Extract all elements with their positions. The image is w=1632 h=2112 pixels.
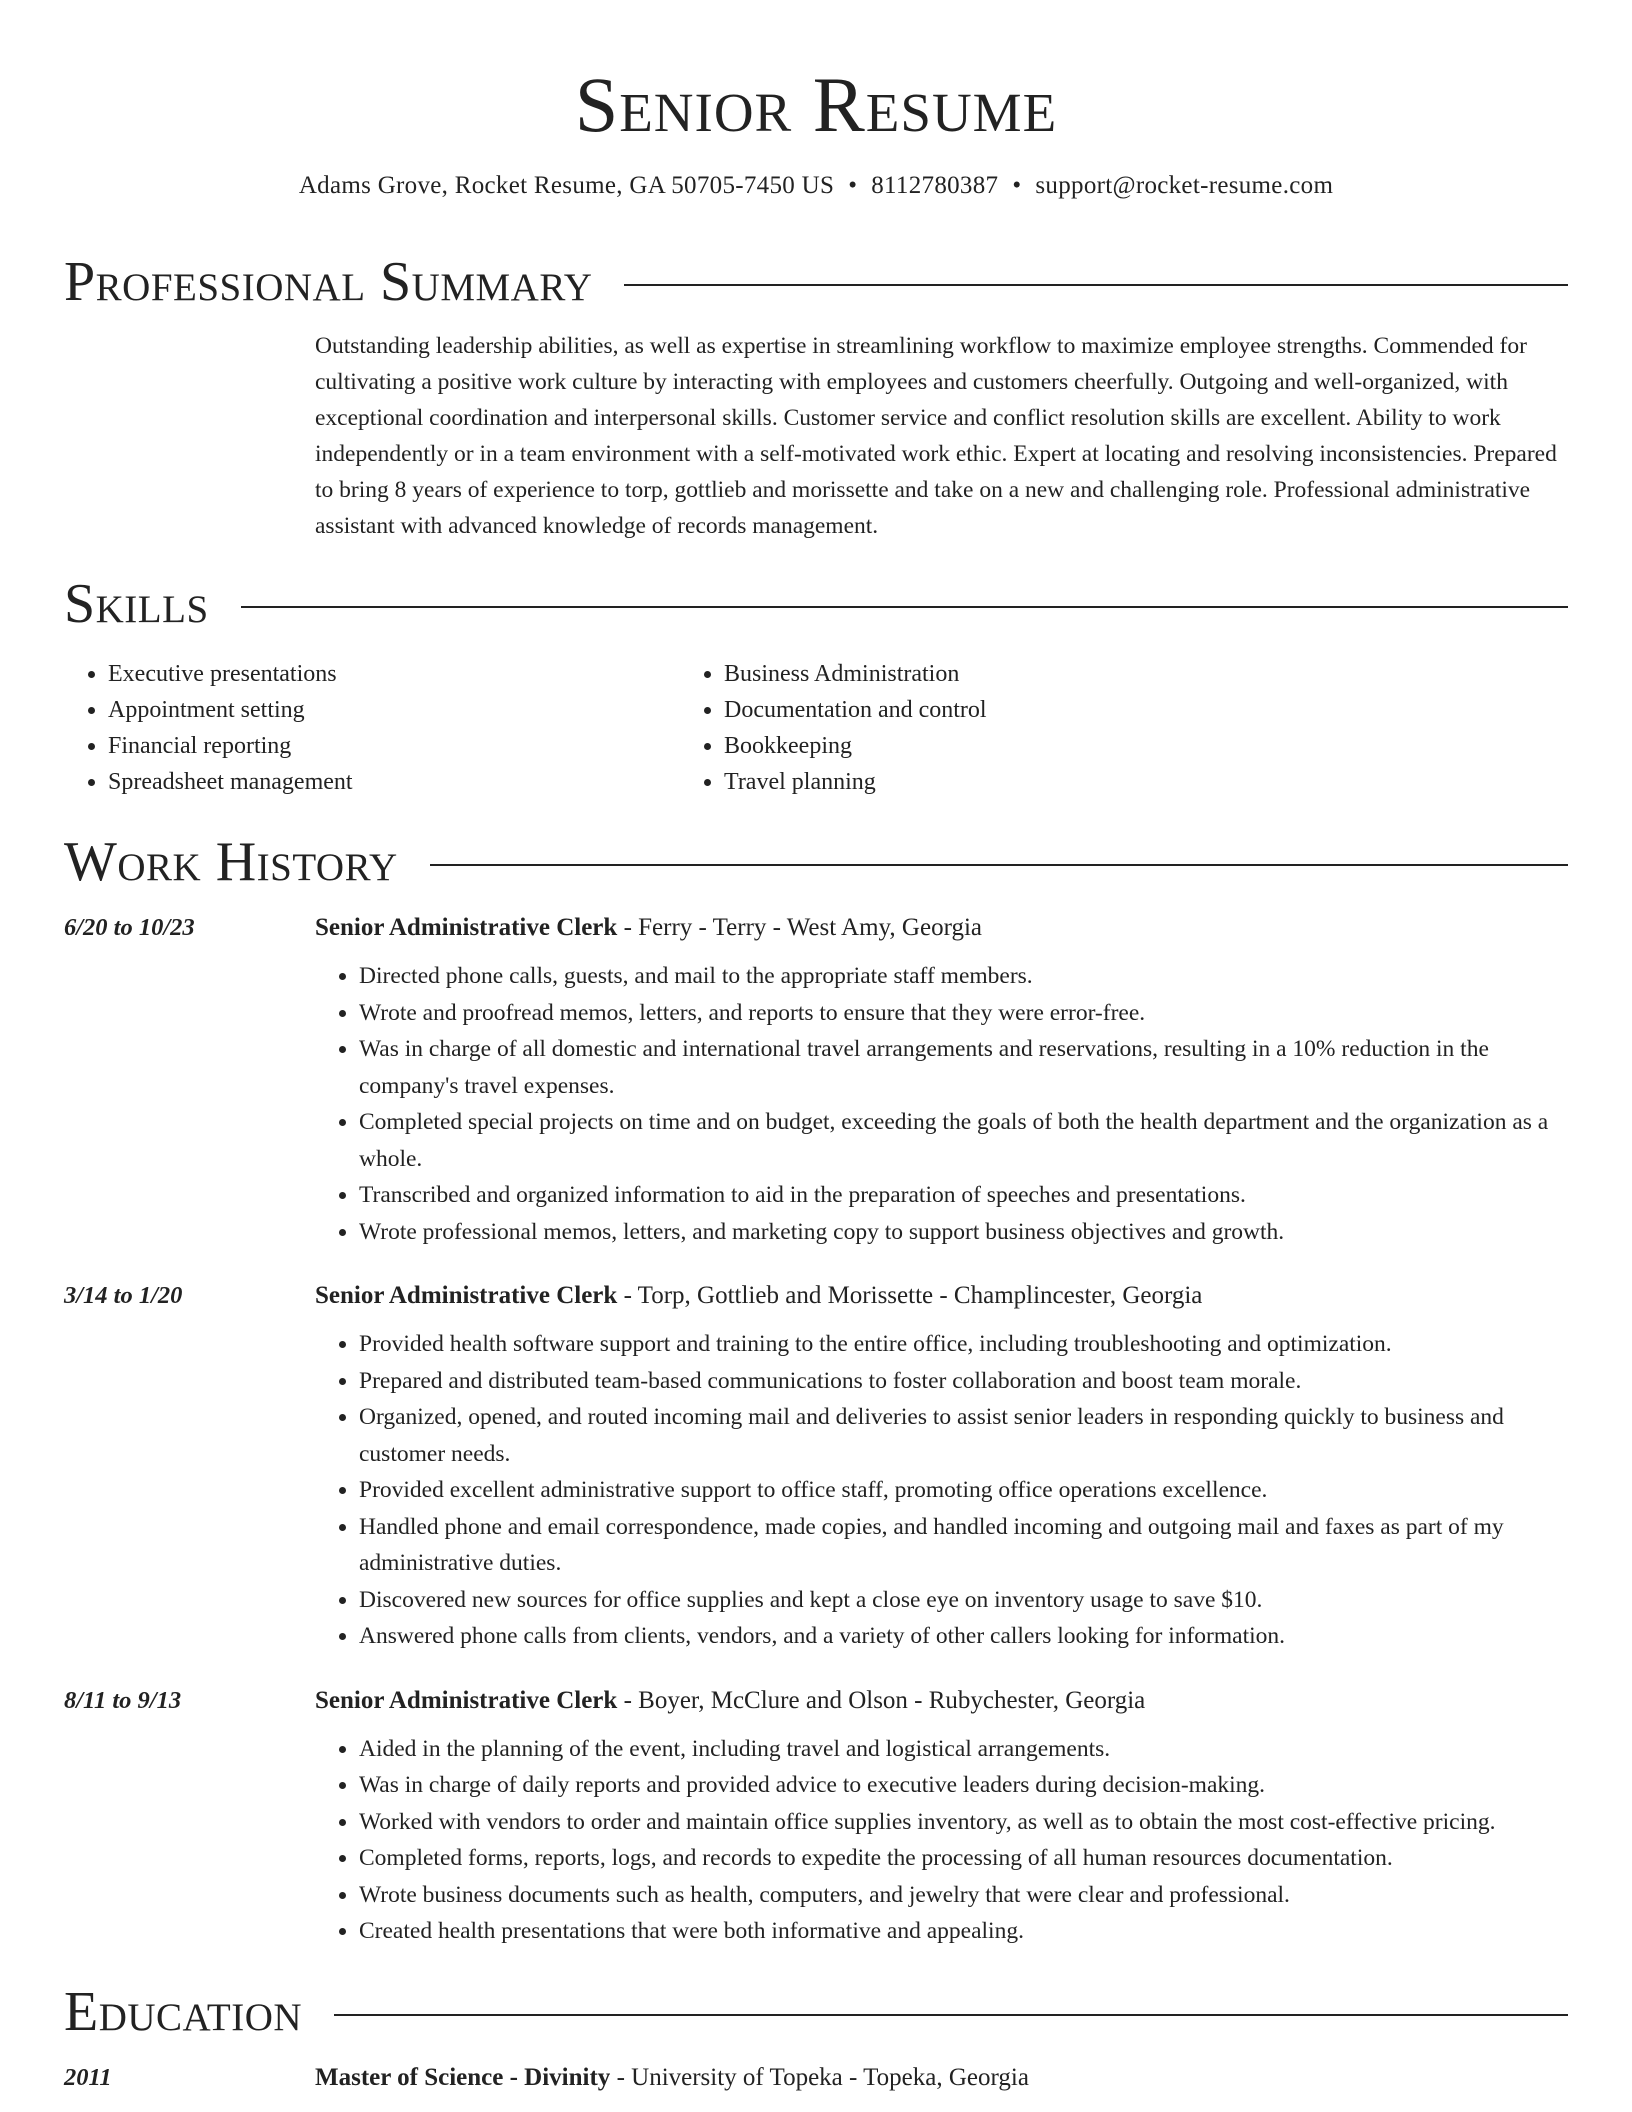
job-company: - Boyer, McClure and Olson - Rubychester, Georgia [617,1686,1146,1714]
contact-separator: • [1012,172,1022,199]
skills-list-right [680,656,1296,800]
education-school: - University of Topeka - Topeka, Georgia [610,2063,1029,2091]
job-dates: 6/20 to 10/23 [64,914,195,941]
job-bullet: • Transcribed and organized information to aid in the preparation of speeches and presentations. [359,1177,1568,1214]
contact-phone: 8112780387 [871,172,999,199]
job-bullets [315,958,1568,1250]
skill-item: • Business Administration [724,656,1296,692]
job-company: - Ferry - Terry - West Amy, Georgia [617,914,982,941]
education-dates: 2011 [64,2063,112,2091]
job-company: - Torp, Gottlieb and Morissette - Champlincester, Georgia [617,1282,1203,1309]
job-bullet: • Wrote and proofread memos, letters, and reports to ensure that they were error-free. [359,995,1568,1032]
summary-heading: Professional Summary [64,251,593,313]
job-bullet: • Created health presentations that were both informative and appealing. [359,1913,1568,1950]
skills-list-left [64,656,680,800]
job-entry [64,1685,1568,1950]
education-title-line [315,2062,1568,2094]
job-entry [64,1280,1568,1655]
skills-columns [64,656,1568,800]
education-heading-row [64,1980,1568,2044]
skill-item: • Appointment setting [108,692,680,728]
job-bullet: • Wrote professional memos, letters, and marketing copy to support business objectives and growth. [359,1214,1568,1251]
section-divider [624,284,1568,286]
work-history-section [64,830,1568,1950]
skill-item: • Financial reporting [108,728,680,764]
job-bullet: • Provided excellent administrative support to office staff, promoting office operations excellence. [359,1472,1568,1509]
education-degree: Master of Science - Divinity [315,2063,611,2091]
job-bullet: • Prepared and distributed team-based communications to foster collaboration and boost team morale. [359,1363,1568,1400]
contact-email: support@rocket-resume.com [1035,172,1334,199]
skill-item: • Bookkeeping [724,728,1296,764]
skill-item: • Travel planning [724,764,1296,800]
job-bullet: • Worked with vendors to order and maintain office supplies inventory, as well as to obtain the most cost-effective pricing. [359,1804,1568,1841]
summary-section [64,250,1568,544]
summary-text: Outstanding leadership abilities, as well as expertise in streamlining workflow to maximize employee strengths. Commended for cultivating a positive work culture by interacting with employees and customers cheerfully. Outgoing and well-organized, with exceptional coordination and interpersonal skills. Customer service and conflict resolution skills are excellent. Ability to work independently or in a team environment with a self-motivated work ethic. Expert at locating and resolving inconsistencies. Prepared to bring 8 years of experience to torp, gottlieb and morissette and take on a new and challenging role. Professional administrative assistant with advanced knowledge of records management. [315,333,1557,539]
job-bullets [315,1731,1568,1950]
job-bullet: • Handled phone and email correspondence, made copies, and handled incoming and outgoing mail and faxes as part of my administrative duties. [359,1509,1568,1582]
job-bullet: • Directed phone calls, guests, and mail to the appropriate staff members. [359,958,1568,995]
job-dates: 3/14 to 1/20 [64,1282,183,1309]
job-bullet: • Organized, opened, and routed incoming mail and deliveries to assist senior leaders in responding quickly to business and customer needs. [359,1399,1568,1472]
job-title-line [315,1685,1568,1717]
section-divider [430,864,1568,866]
summary-heading-row [64,250,1568,314]
skills-heading-row [64,572,1568,636]
section-divider [241,606,1568,608]
job-bullet: • Aided in the planning of the event, including travel and logistical arrangements. [359,1731,1568,1768]
resume-name: Senior Resume [574,61,1058,148]
work-heading-row [64,830,1568,894]
work-heading: Work History [64,831,398,893]
education-section [64,1980,1568,2094]
contact-address: Adams Grove, Rocket Resume, GA 50705-7450 US [298,172,835,199]
skill-item: • Executive presentations [108,656,680,692]
skill-item: • Documentation and control [724,692,1296,728]
job-bullet: • Completed special projects on time and on budget, exceeding the goals of both the health department and the organization as a whole. [359,1104,1568,1177]
job-title-line [315,912,1568,944]
contact-separator: • [848,172,858,199]
skills-section [64,572,1568,800]
job-bullets [315,1326,1568,1655]
job-bullet: • Was in charge of all domestic and international travel arrangements and reservations, resulting in a 10% reduction in the company's travel expenses. [359,1031,1568,1104]
skill-item: • Spreadsheet management [108,764,680,800]
job-bullet: • Answered phone calls from clients, vendors, and a variety of other callers looking for information. [359,1618,1568,1655]
job-bullet: • Discovered new sources for office supplies and kept a close eye on inventory usage to save $10. [359,1582,1568,1619]
job-title: Senior Administrative Clerk [315,1282,618,1309]
job-title: Senior Administrative Clerk [315,1686,618,1714]
job-dates: 8/11 to 9/13 [64,1686,182,1714]
job-bullet: • Was in charge of daily reports and provided advice to executive leaders during decision-making. [359,1767,1568,1804]
education-entry [64,2062,1568,2094]
job-bullet: • Provided health software support and training to the entire office, including troubleshooting and optimization. [359,1326,1568,1363]
job-bullet: • Wrote business documents such as health, computers, and jewelry that were clear and professional. [359,1877,1568,1914]
section-divider [334,2014,1568,2016]
education-heading: Education [64,1980,303,2043]
contact-line [64,170,1568,202]
job-title-line [315,1280,1568,1312]
job-bullet: • Completed forms, reports, logs, and records to expedite the processing of all human resources documentation. [359,1840,1568,1877]
job-title: Senior Administrative Clerk [315,914,618,941]
job-entry [64,912,1568,1250]
resume-page [64,0,1568,2094]
skills-heading: Skills [64,573,209,635]
